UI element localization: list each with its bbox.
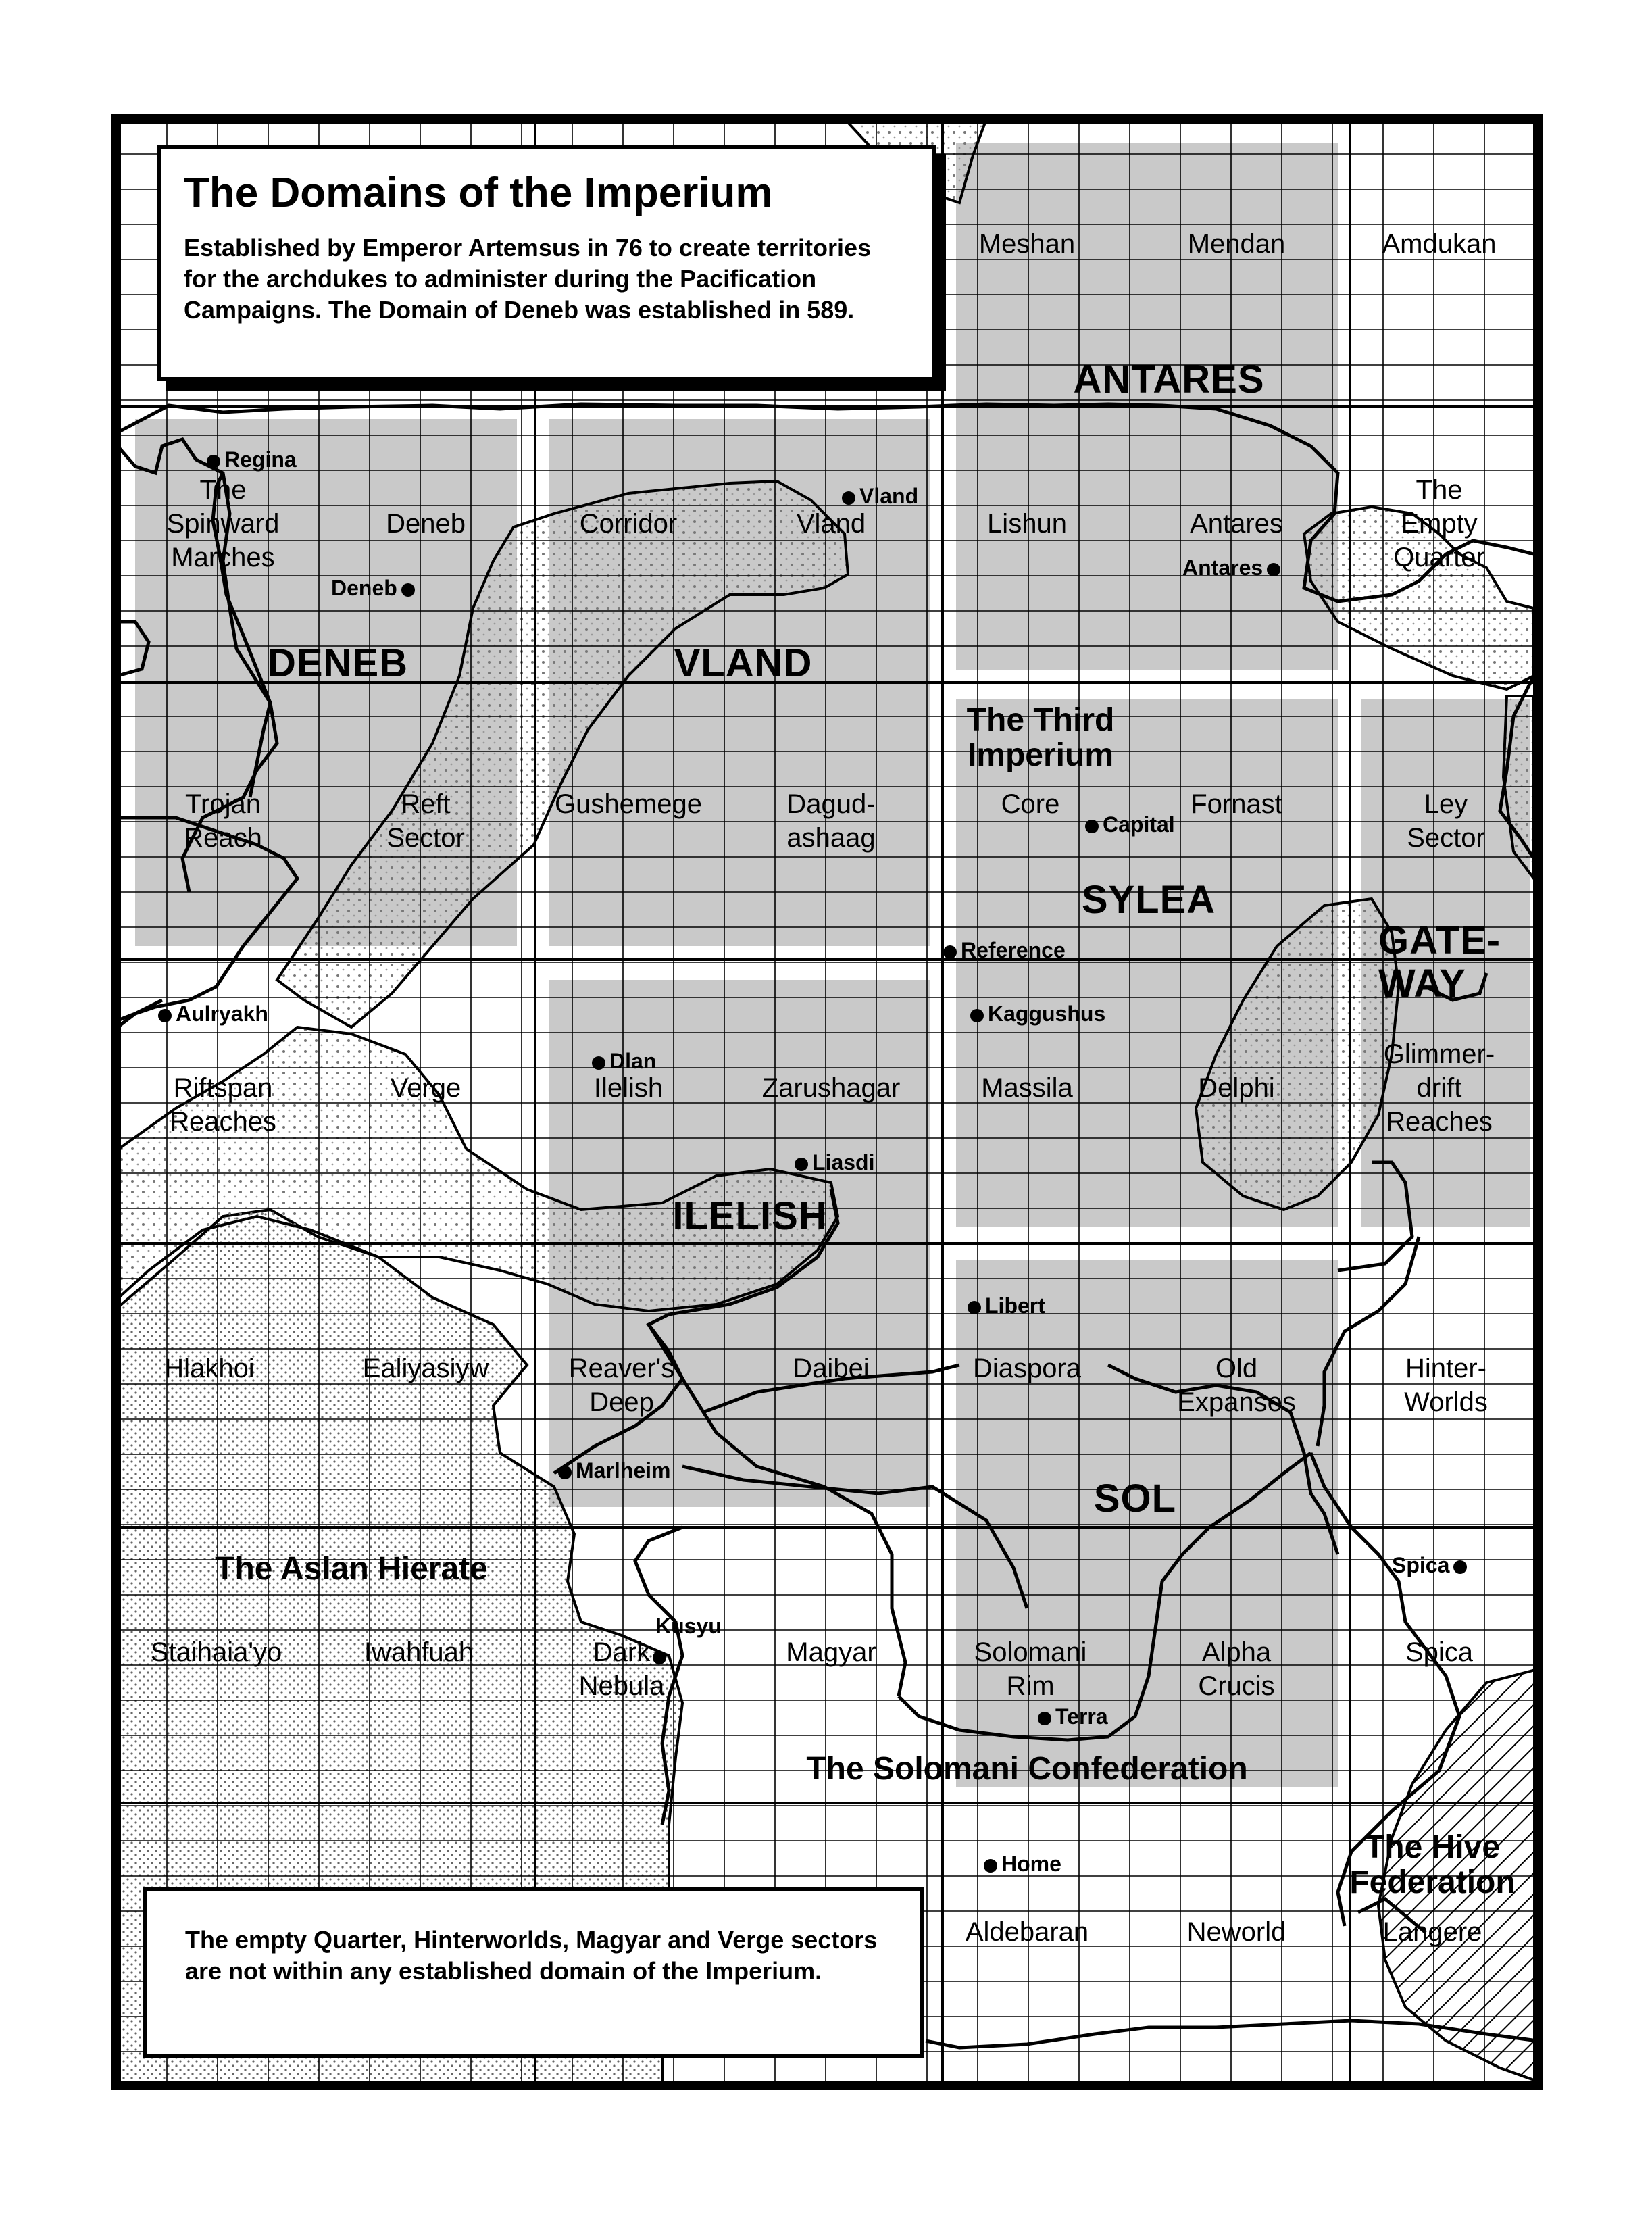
sector-label-antares: Antares: [1190, 509, 1283, 539]
note-box: [143, 1887, 924, 2058]
world-reference: Reference: [939, 937, 1066, 964]
world-deneb: Deneb: [331, 574, 419, 601]
world-dot: [1267, 563, 1280, 576]
world-dot: [592, 1056, 605, 1070]
sector-label-daibei: Daibei: [793, 1354, 870, 1383]
sol-domain-shade: [956, 1260, 1338, 1787]
sector-label-trojan-reach: Trojan Reach: [184, 789, 262, 853]
world-dlan: Dlan: [588, 1047, 656, 1074]
world-aulryakh: Aulryakh: [154, 1000, 268, 1027]
sector-label-reft-sector: Reft Sector: [386, 789, 465, 853]
world-spica: Spica: [1392, 1552, 1471, 1579]
sector-label-zarushagar: Zarushagar: [761, 1073, 901, 1103]
world-terra: Terra: [1034, 1703, 1108, 1730]
world-libert: Libert: [963, 1292, 1045, 1319]
domain-label-deneb: DENEB: [267, 641, 409, 685]
sector-label-langere: Langere: [1382, 1917, 1482, 1947]
sector-label-fornast: Fornast: [1191, 789, 1282, 819]
title-box: [157, 145, 936, 381]
sector-label-solomani-rim: Solomani Rim: [974, 1637, 1087, 1701]
world-dot: [158, 1009, 172, 1022]
sector-label-alpha-crucis: Alpha Crucis: [1198, 1637, 1275, 1701]
world-antares: Antares: [1182, 554, 1284, 581]
world-dot: [653, 1651, 666, 1664]
sector-label-meshan: Meshan: [978, 229, 1076, 259]
world-capital: Capital: [1081, 811, 1175, 838]
world-kusyu-marker: [649, 1642, 670, 1669]
world-dot: [968, 1301, 981, 1314]
sector-label-staihaiayo: Staihaia'yo: [150, 1637, 282, 1667]
world-dot: [207, 455, 220, 468]
domain-label-ilelish: ILELISH: [672, 1194, 828, 1238]
sector-label-spinward-marches: The Spinward Marches: [166, 475, 280, 572]
world-dot: [1085, 820, 1099, 833]
world-marlheim: Marlheim: [554, 1457, 670, 1484]
note-text: The empty Quarter, Hinterworlds, Magyar and Verge sectors are not within any established domain of the Imperium.: [185, 1926, 878, 1985]
domain-label-sylea: SYLEA: [1081, 878, 1216, 922]
sector-label-dagudashaag: Dagud- ashaag: [786, 789, 876, 853]
world-dot: [970, 1009, 984, 1022]
sector-label-ealiyasiyw: Ealiyasiyw: [362, 1354, 489, 1383]
region-label-solomani-confederation: The Solomani Confederation: [806, 1751, 1248, 1787]
map-title: The Domains of the Imperium: [184, 170, 773, 216]
world-dot: [1453, 1560, 1467, 1574]
sector-label-corridor: Corridor: [579, 509, 678, 539]
sector-label-amdukan: Amdukan: [1382, 229, 1497, 259]
map-description: Established by Emperor Artemsus in 76 to create territories for the archdukes to administer during the Pacification Campaigns. The Domain of Deneb was established in 589.: [184, 234, 872, 324]
sector-label-spica: Spica: [1405, 1637, 1474, 1667]
sector-label-riftspan-reaches: Riftspan Reaches: [170, 1073, 276, 1137]
sector-label-delphi: Delphi: [1198, 1073, 1275, 1103]
domain-label-vland: VLAND: [674, 641, 813, 685]
domain-label-gateway: GATE- WAY: [1378, 918, 1501, 1006]
sector-label-neworld: Neworld: [1186, 1917, 1286, 1947]
sector-label-empty-quarter: The Empty Quarter: [1393, 475, 1485, 572]
sector-label-hinterworlds: Hinter- Worlds: [1404, 1354, 1488, 1417]
region-label-aslan-hierate: The Aslan Hierate: [215, 1551, 488, 1587]
sector-label-massila: Massila: [981, 1073, 1073, 1103]
domain-label-antares: ANTARES: [1073, 357, 1265, 401]
world-kaggushus: Kaggushus: [966, 1000, 1105, 1027]
world-kusyu: Kusyu: [655, 1614, 722, 1638]
world-vland: Vland: [838, 483, 918, 510]
sector-label-old-expanses: Old Expanses: [1177, 1354, 1296, 1417]
world-dot: [842, 491, 855, 505]
sector-label-diaspora: Diaspora: [972, 1354, 1082, 1383]
sector-label-magyar: Magyar: [786, 1637, 876, 1667]
sector-label-ley-sector: Ley Sector: [1407, 789, 1485, 853]
world-regina: Regina: [203, 446, 297, 473]
sector-label-core: Core: [1001, 789, 1060, 819]
world-liasdi: Liasdi: [791, 1149, 874, 1176]
world-dot: [558, 1466, 572, 1479]
world-dot: [1038, 1712, 1051, 1725]
domain-label-sol: SOL: [1093, 1477, 1177, 1520]
sector-label-dark-nebula: Dark Nebula: [578, 1637, 665, 1701]
sector-label-mendan: Mendan: [1187, 229, 1286, 259]
world-dot: [401, 583, 415, 597]
region-label-hive-federation: The Hive Federation: [1349, 1829, 1516, 1900]
sector-label-lishun: Lishun: [987, 509, 1067, 539]
sector-label-verge: Verge: [390, 1073, 461, 1103]
sector-label-reavers-deep: Reaver's Deep: [568, 1354, 675, 1417]
sector-label-aldebaran: Aldebaran: [965, 1917, 1089, 1947]
world-dot: [943, 945, 957, 959]
world-home: Home: [980, 1850, 1061, 1877]
sector-label-vland: Vland: [796, 509, 866, 539]
sector-label-iwahfuah: Iwahfuah: [364, 1637, 474, 1667]
sector-label-glimmerdrift-reaches: Glimmer- drift Reaches: [1383, 1039, 1495, 1137]
sector-label-ilelish: Ilelish: [593, 1073, 664, 1103]
world-dot: [795, 1158, 808, 1171]
world-dot: [984, 1859, 997, 1873]
sector-label-gushemege: Gushemege: [555, 789, 702, 819]
region-label-third-imperium: The Third Imperium: [966, 702, 1115, 773]
sector-label-deneb: Deneb: [386, 509, 466, 539]
sector-label-hlakhoi: Hlakhoi: [164, 1354, 255, 1383]
